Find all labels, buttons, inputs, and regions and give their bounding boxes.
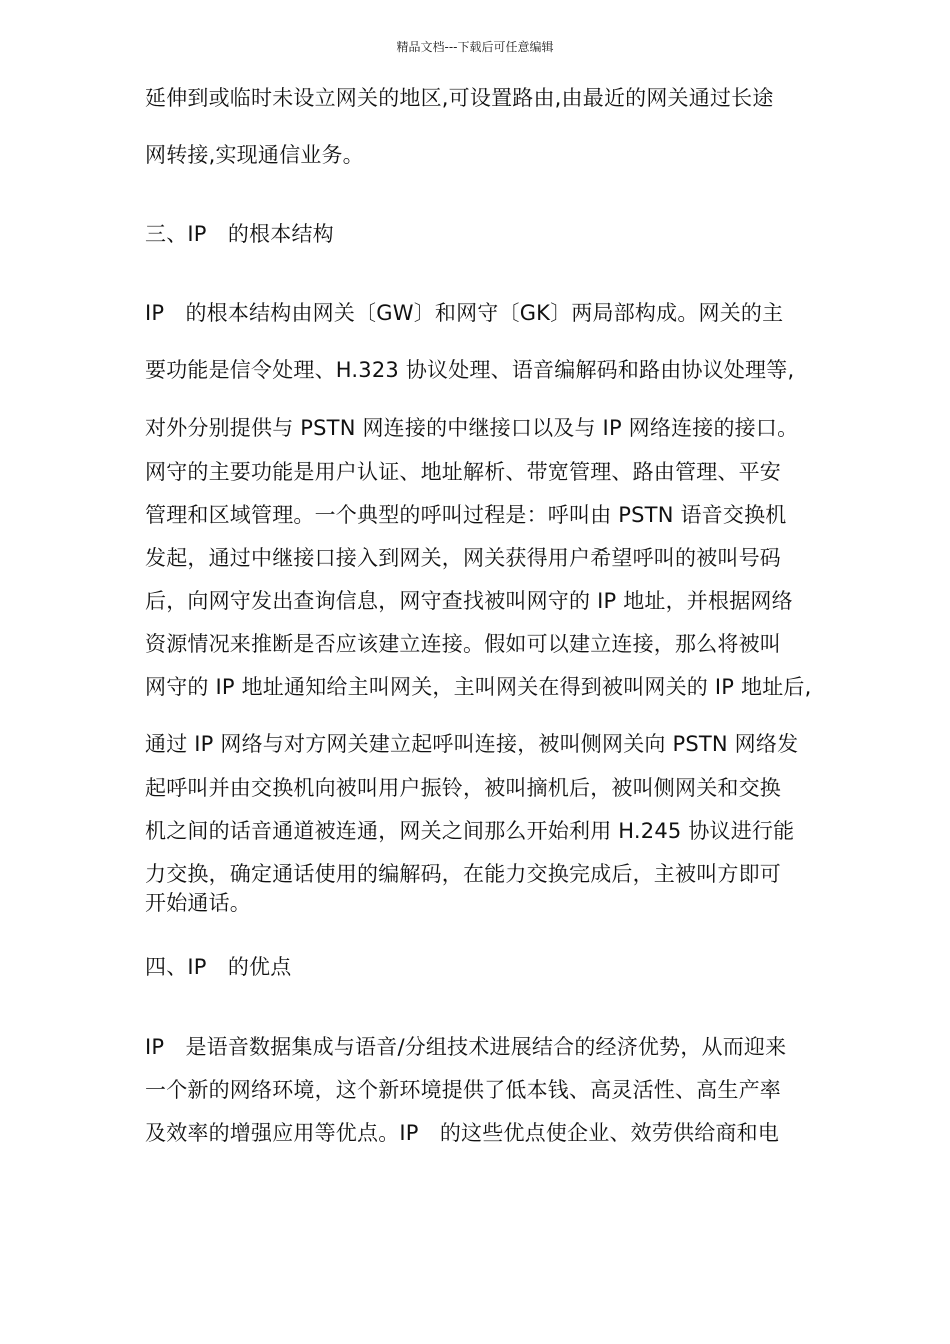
- page-header: 精品文档---下载后可任意编辑: [396, 40, 554, 54]
- paragraph-line: 延伸到或临时未设立网关的地区,可设置路由,由最近的网关通过长途: [145, 86, 774, 110]
- paragraph-line: 一个新的网络环境，这个新环境提供了低本钱、高灵活性、高生产率: [145, 1078, 781, 1102]
- paragraph-line: 及效率的增强应用等优点。IP 的这些优点使企业、效劳供给商和电: [145, 1121, 780, 1145]
- section-heading: 三、IP 的根本结构: [145, 222, 334, 246]
- paragraph-line: IP 是语音数据集成与语音/分组技术进展结合的经济优势，从而迎来: [145, 1035, 787, 1059]
- paragraph-line: 要功能是信令处理、H.323 协议处理、语音编解码和路由协议处理等,: [145, 358, 795, 382]
- paragraph-line: 网守的 IP 地址通知给主叫网关，主叫网关在得到被叫网关的 IP 地址后,: [145, 675, 812, 699]
- paragraph-line: 力交换，确定通话使用的编解码，在能力交换完成后，主被叫方即可: [145, 862, 781, 886]
- paragraph-line: 通过 IP 网络与对方网关建立起呼叫连接，被叫侧网关向 PSTN 网络发: [145, 732, 799, 756]
- paragraph-line: IP 的根本结构由网关〔GW〕和网守〔GK〕两局部构成。网关的主: [145, 301, 784, 325]
- section-heading: 四、IP 的优点: [145, 955, 292, 979]
- paragraph-line: 网守的主要功能是用户认证、地址解析、带宽管理、路由管理、平安: [145, 460, 781, 484]
- paragraph-line: 管理和区域管理。一个典型的呼叫过程是：呼叫由 PSTN 语音交换机: [145, 503, 787, 527]
- paragraph-line: 对外分别提供与 PSTN 网连接的中继接口以及与 IP 网络连接的接口。: [145, 416, 799, 440]
- paragraph-line: 机之间的话音通道被连通，网关之间那么开始利用 H.245 协议进行能: [145, 819, 795, 843]
- paragraph-line: 起呼叫并由交换机向被叫用户振铃，被叫摘机后，被叫侧网关和交换: [145, 776, 781, 800]
- paragraph-line: 后，向网守发出查询信息，网守查找被叫网守的 IP 地址，并根据网络: [145, 589, 793, 613]
- paragraph-line: 网转接,实现通信业务。: [145, 143, 364, 167]
- paragraph-line: 开始通话。: [145, 891, 251, 915]
- paragraph-line: 发起，通过中继接口接入到网关，网关获得用户希望呼叫的被叫号码: [145, 546, 781, 570]
- paragraph-line: 资源情况来推断是否应该建立连接。假如可以建立连接，那么将被叫: [145, 632, 781, 656]
